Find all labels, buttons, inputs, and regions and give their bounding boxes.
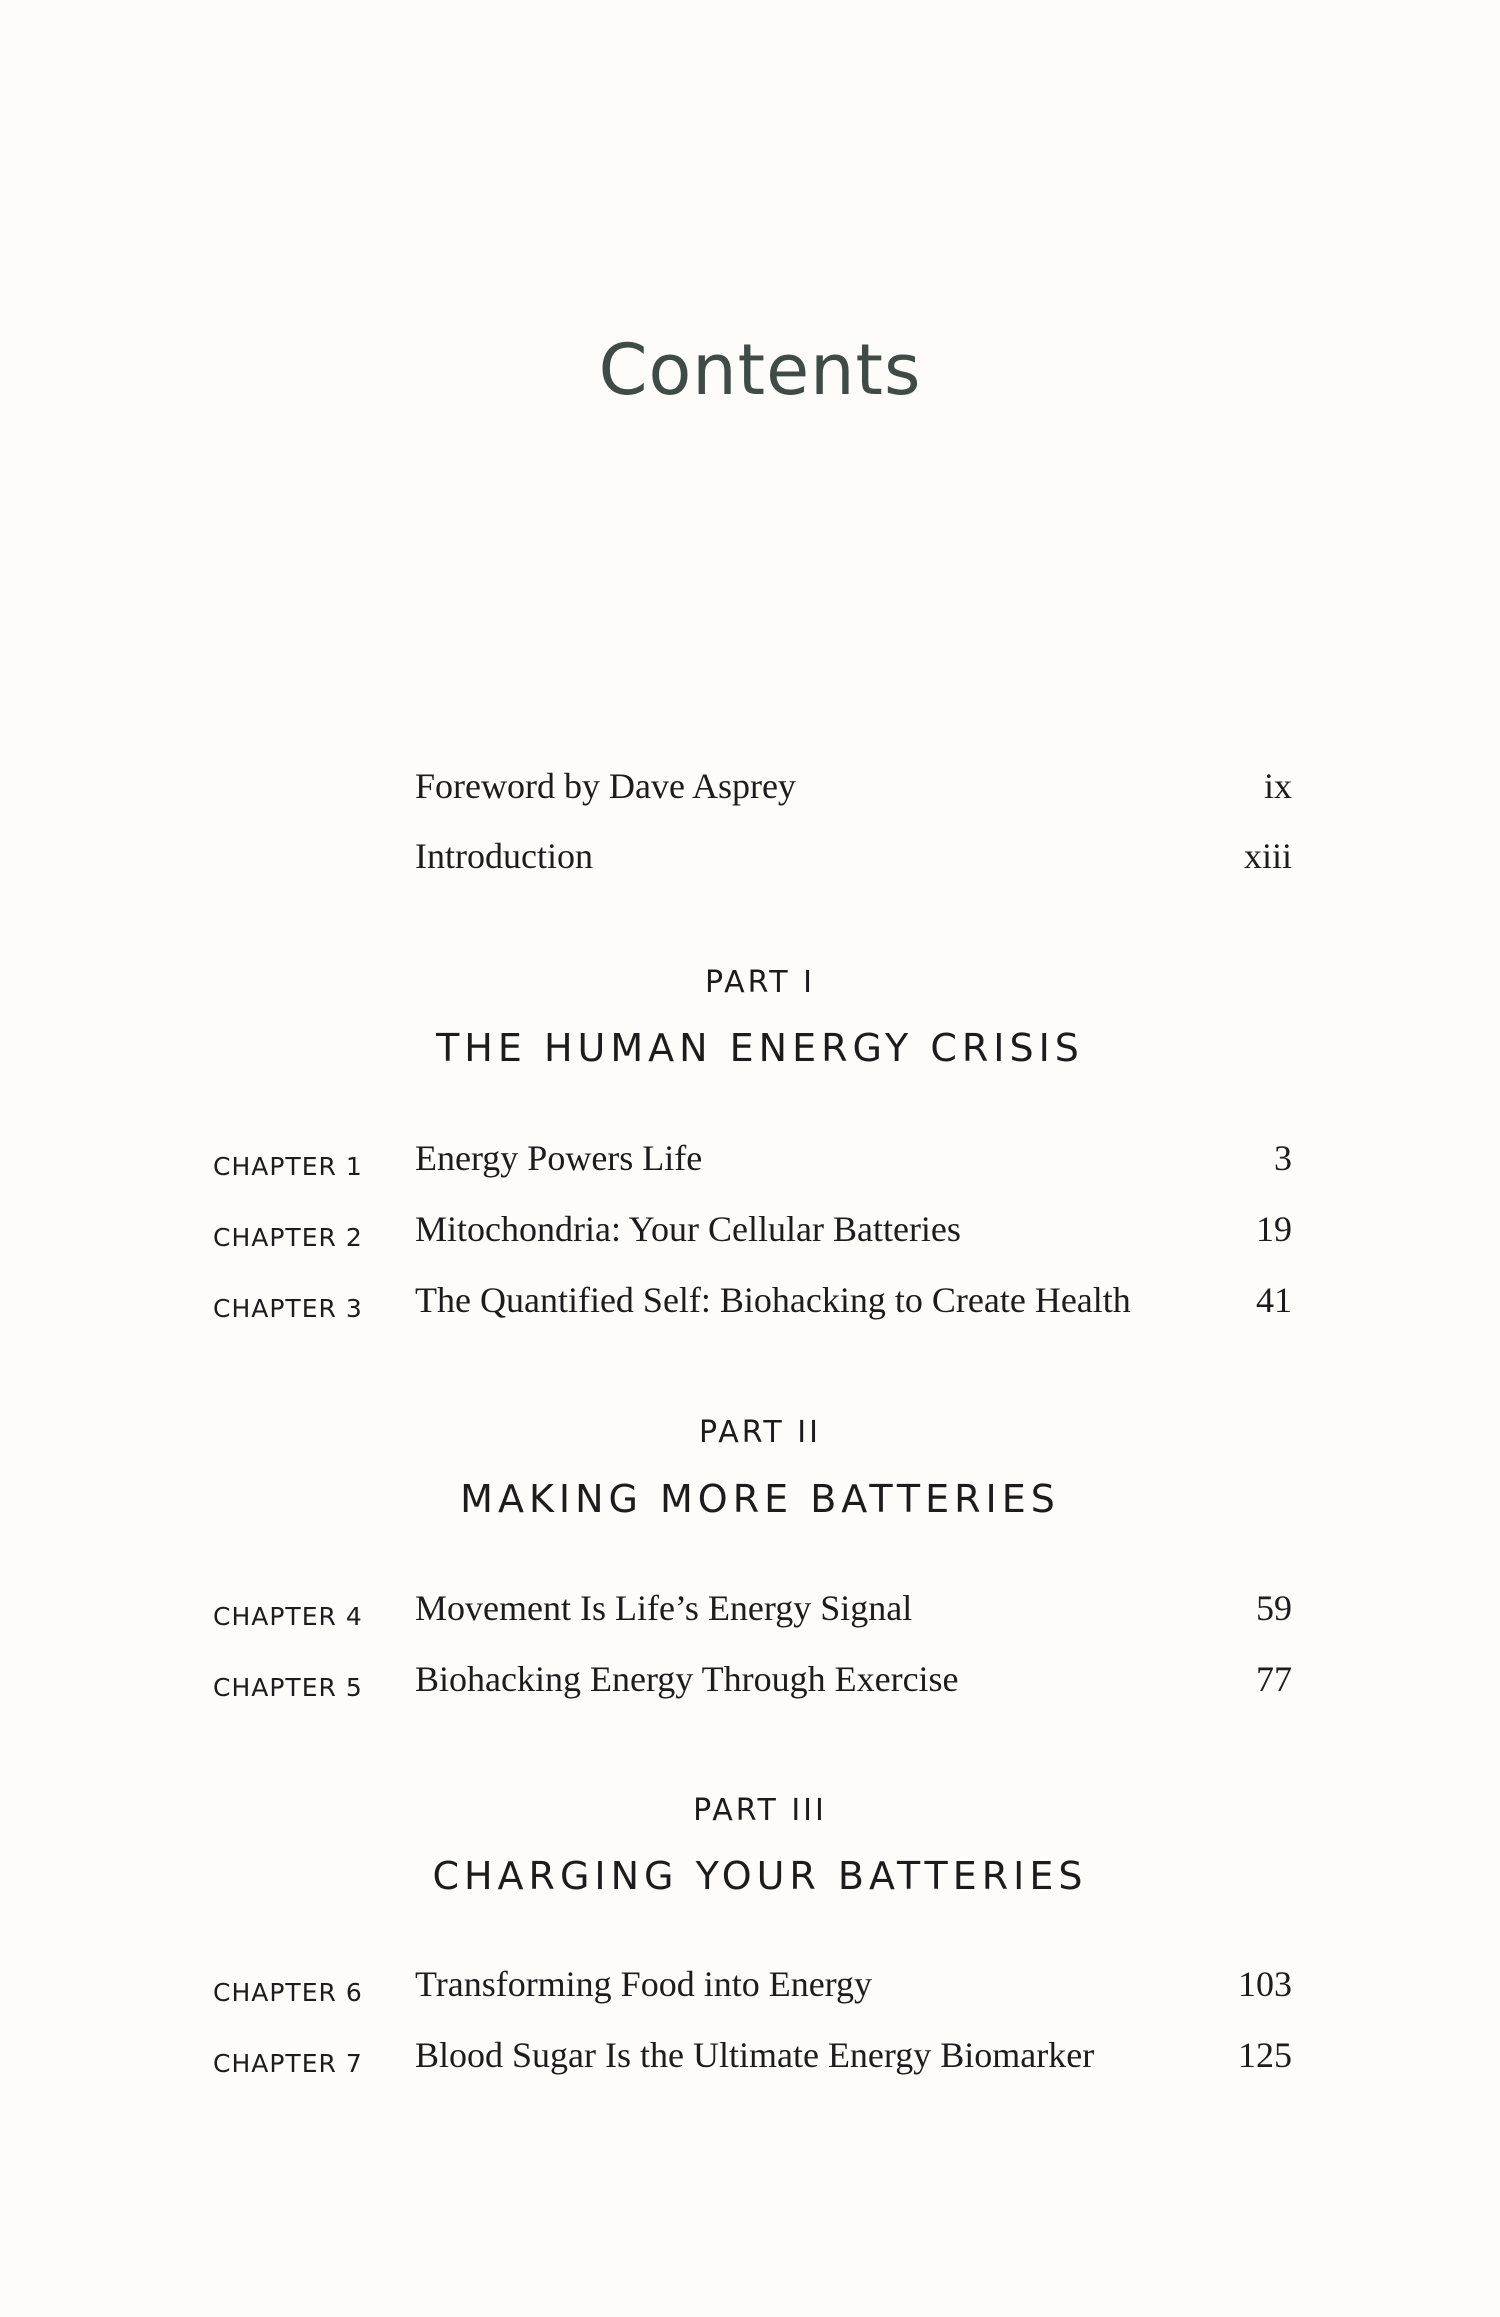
part-label: PART II [699, 1415, 821, 1450]
chapter-label: CHAPTER 5 [213, 1673, 363, 1702]
part-title: THE HUMAN ENERGY CRISIS [436, 1026, 1084, 1070]
toc-row-introduction [0, 838, 1500, 886]
part-title: CHARGING YOUR BATTERIES [432, 1854, 1088, 1898]
toc-row-chapter [0, 1661, 1500, 1709]
toc-page-number: 41 [1256, 1280, 1292, 1320]
chapter-label: CHAPTER 7 [213, 2049, 363, 2078]
toc-entry-title: Foreword by Dave Asprey [415, 766, 796, 806]
toc-entry-title: Transforming Food into Energy [415, 1964, 873, 2004]
toc-entry-title: Energy Powers Life [415, 1138, 703, 1178]
toc-entry-title: Introduction [415, 836, 593, 876]
page-title: Contents [598, 329, 922, 411]
part-title: MAKING MORE BATTERIES [460, 1477, 1060, 1521]
toc-page-number: 103 [1238, 1964, 1292, 2004]
chapter-label: CHAPTER 4 [213, 1602, 363, 1631]
toc-row-chapter [0, 2037, 1500, 2085]
chapter-label: CHAPTER 2 [213, 1223, 363, 1252]
toc-page-number: 19 [1256, 1209, 1292, 1249]
chapter-label: CHAPTER 3 [213, 1294, 363, 1323]
toc-row-foreword [0, 768, 1500, 816]
toc-entry-title: Movement Is Life’s Energy Signal [415, 1588, 913, 1628]
part-label: PART III [693, 1793, 827, 1828]
toc-page-number: ix [1263, 766, 1292, 806]
toc-page-number: 125 [1238, 2035, 1292, 2075]
chapter-label: CHAPTER 6 [213, 1978, 363, 2007]
part-label: PART I [704, 965, 816, 1000]
toc-row-chapter [0, 1211, 1500, 1259]
toc-row-chapter [0, 1140, 1500, 1188]
toc-entry-title: The Quantified Self: Biohacking to Create Health [415, 1280, 1131, 1320]
toc-row-chapter [0, 1590, 1500, 1638]
toc-page-number: 3 [1274, 1138, 1292, 1178]
toc-page-number: xiii [1243, 836, 1292, 876]
toc-entry-title: Biohacking Energy Through Exercise [415, 1659, 959, 1699]
toc-entry-title: Mitochondria: Your Cellular Batteries [415, 1209, 961, 1249]
toc-page-number: 59 [1256, 1588, 1292, 1628]
chapter-label: CHAPTER 1 [213, 1152, 363, 1181]
toc-entry-title: Blood Sugar Is the Ultimate Energy Biomarker [415, 2035, 1095, 2075]
toc-page-number: 77 [1256, 1659, 1292, 1699]
toc-row-chapter [0, 1966, 1500, 2014]
toc-row-chapter [0, 1282, 1500, 1330]
